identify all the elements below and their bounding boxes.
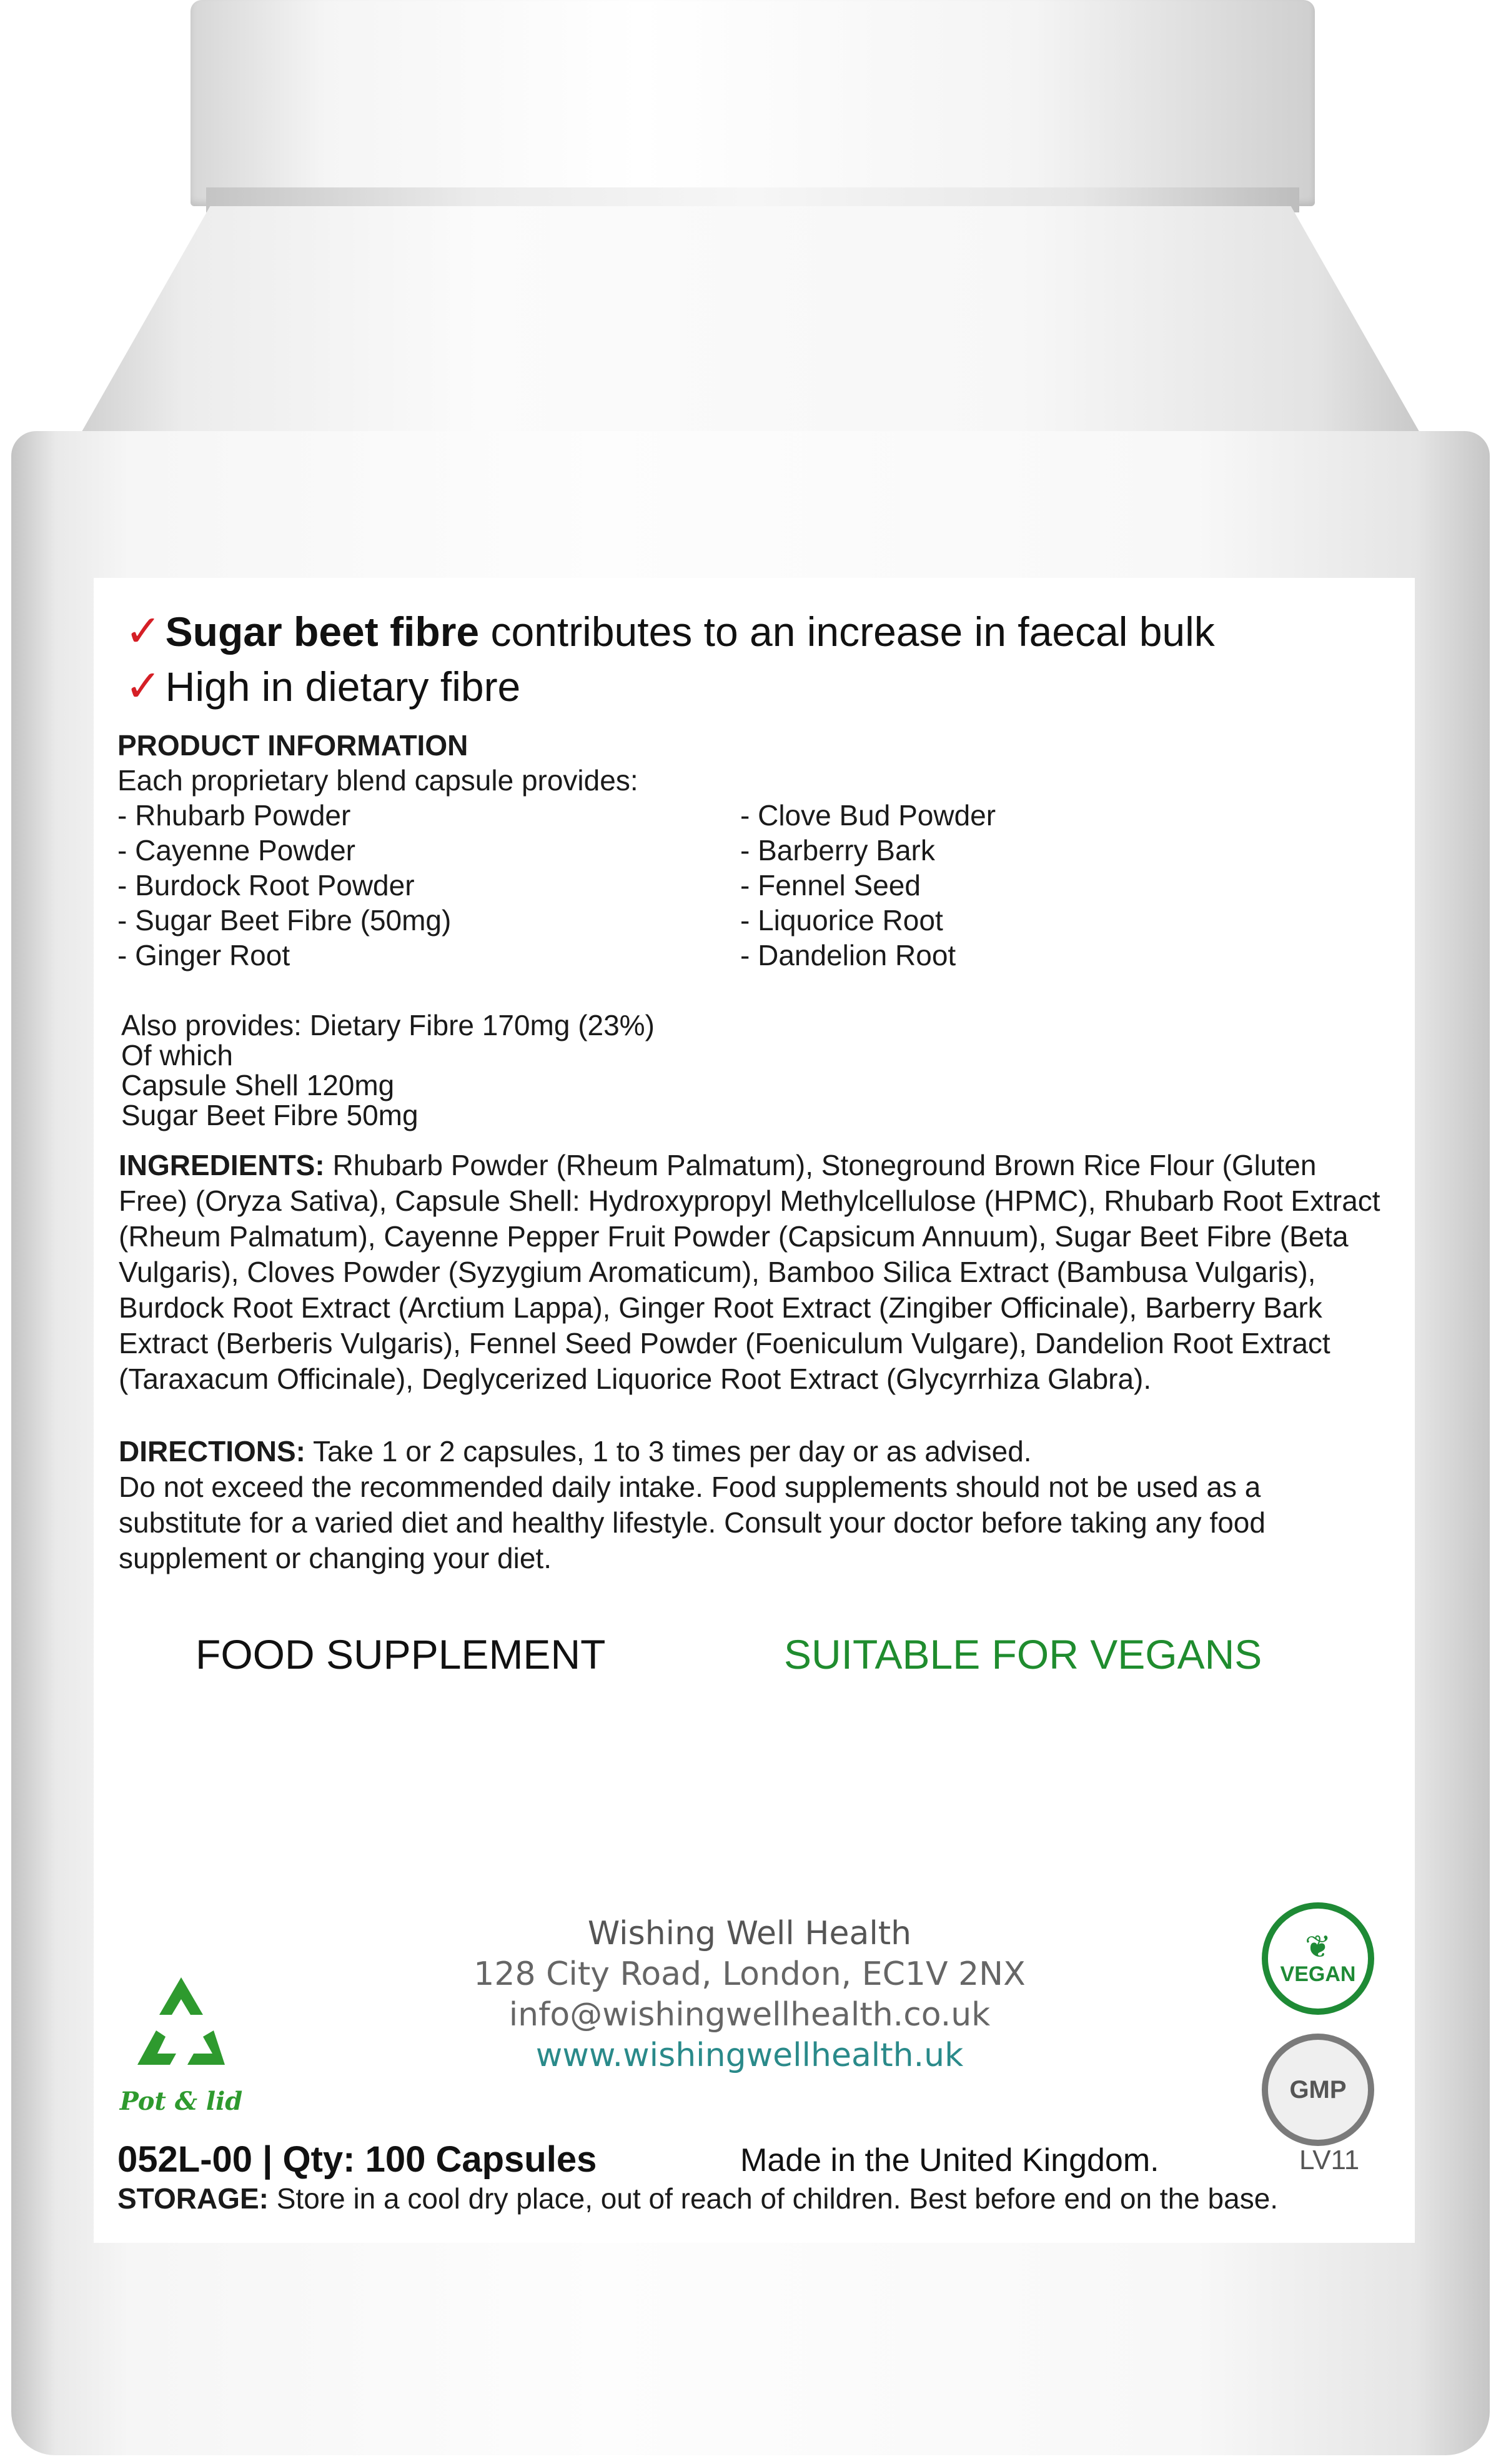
check-icon: ✓ — [125, 607, 162, 655]
made-in-text: Made in the United Kingdom. — [740, 2142, 1159, 2178]
blend-item: - Sugar Beet Fibre (50mg) — [117, 904, 452, 936]
bottle-shoulder — [75, 206, 1426, 444]
product-label — [94, 578, 1415, 2243]
food-supplement-text: FOOD SUPPLEMENT — [196, 1631, 606, 1677]
storage-text: STORAGE: Store in a cool dry place, out of reach of children. Best before end on the base. — [117, 2182, 1279, 2215]
also-provides-line: Sugar Beet Fibre 50mg — [121, 1099, 419, 1131]
directions-paragraph: DIRECTIONS: Take 1 or 2 capsules, 1 to 3 times per day or as advised. Do not exceed the recommended daily intake. Food supplements should not be used as a substitute for a varied diet and healthy lifestyle. Consult your doctor before taking any food supplement or changing your diet. — [119, 1435, 1266, 1574]
company-email: info@wishingwellhealth.co.uk — [508, 1996, 991, 2034]
check-icon: ✓ — [125, 662, 162, 710]
blend-item: - Dandelion Root — [740, 939, 956, 971]
company-address: 128 City Road, London, EC1V 2NX — [473, 1955, 1026, 1993]
blend-item: - Cayenne Powder — [117, 834, 355, 867]
also-provides-line: Capsule Shell 120mg — [121, 1069, 395, 1101]
also-provides-line: Also provides: Dietary Fibre 170mg (23%) — [121, 1009, 655, 1041]
label-version: LV11 — [1299, 2145, 1360, 2175]
product-info-intro: Each proprietary blend capsule provides: — [117, 764, 638, 797]
blend-item: - Ginger Root — [117, 939, 290, 971]
gmp-badge: GMP — [1262, 2034, 1374, 2146]
blend-item: - Barberry Bark — [740, 834, 935, 867]
company-name: Wishing Well Health — [587, 1915, 912, 1952]
blend-item: - Burdock Root Powder — [117, 869, 415, 902]
leaf-icon: ❦ — [1305, 1929, 1331, 1964]
blend-item: - Fennel Seed — [740, 869, 921, 902]
vegan-badge: ❦ VEGAN — [1262, 1902, 1374, 2015]
ingredients-paragraph: INGREDIENTS: Rhubarb Powder (Rheum Palmatum), Stoneground Brown Rice Flour (Gluten Free) (Oryza Sativa), Capsule Shell: Hydroxypropyl Methylcellulose (HPMC), Rhubarb Root Extract (Rheum Palmatum), Cayenne Pepper Fruit Powder (Capsicum Annuum), Sugar Beet Fibre (Beta Vulgaris), Cloves Powder (Syzygium Aromaticum), Bamboo Silica Extract (Bambusa Vulgaris), Burdock Root Extract (Arctium Lappa), Ginger Root Extract (Zingiber Officinale), Barberry Bark Extract (Berberis Vulgaris), Fennel Seed Powder (Foeniculum Vulgare), Dandelion Root Extract (Taraxacum Officinale), Deglycerized Liquorice Root Extract (Glycyrrhiza Glabra). — [119, 1149, 1380, 1395]
also-provides-line: Of which — [121, 1039, 233, 1071]
claim-1: ✓Sugar beet fibre contributes to an increase in faecal bulk — [125, 607, 1215, 655]
bottle-lid — [191, 0, 1315, 206]
blend-item: - Rhubarb Powder — [117, 799, 351, 832]
product-code-qty: 052L-00 | Qty: 100 Capsules — [117, 2139, 597, 2180]
blend-item: - Liquorice Root — [740, 904, 943, 936]
suitable-for-vegans-text: SUITABLE FOR VEGANS — [784, 1631, 1262, 1677]
product-info-heading: PRODUCT INFORMATION — [117, 729, 468, 762]
blend-item: - Clove Bud Powder — [740, 799, 996, 832]
company-website: www.wishingwellhealth.uk — [535, 2037, 964, 2074]
recycle-icon — [119, 1971, 244, 2115]
recycle-caption: Pot & lid — [119, 2087, 243, 2116]
claim-2: ✓High in dietary fibre — [125, 662, 521, 710]
